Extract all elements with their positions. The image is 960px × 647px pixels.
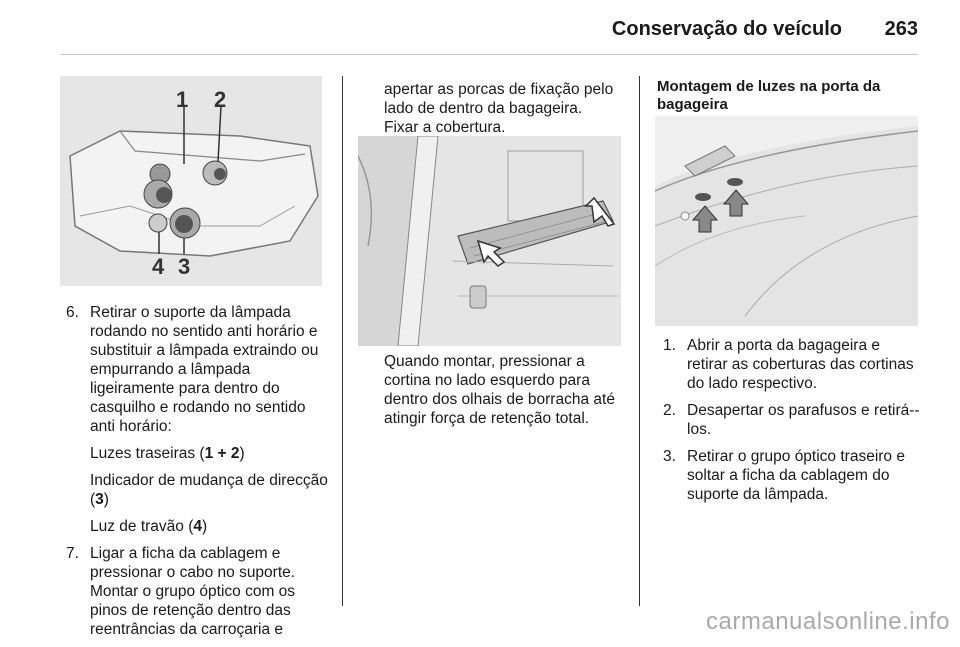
step-number: 1. bbox=[663, 337, 676, 354]
step-1 bbox=[663, 336, 920, 393]
step-text: Abrir a porta da bagageira e retirar as coberturas das cortinas do lado respectivo. bbox=[687, 337, 914, 392]
tail-lights-line: Luzes traseiras (1 + 2) bbox=[90, 445, 245, 462]
continuation-text bbox=[384, 80, 632, 137]
step-text: Retirar o suporte da lâmpada rodando no sentido anti horário e substituir a lâmpada extraindo ou empurrando a lâmpada ligeiramente para dentro do casquilho e rodando no sentido anti horário: bbox=[90, 304, 319, 435]
brake-light-line: Luz de travão (4) bbox=[90, 518, 208, 535]
watermark: carmanualsonline.info bbox=[706, 608, 950, 635]
page-number: 263 bbox=[884, 18, 918, 40]
header-rule bbox=[60, 54, 918, 55]
figure-tailgate-lights bbox=[655, 116, 918, 326]
step-text: Retirar o grupo óptico traseiro e soltar a ficha da cablagem do suporte da lâmpada. bbox=[687, 448, 905, 503]
figure-caption: Quando montar, pressionar a cortina no lado esquerdo para dentro dos olhais de borracha até atingir força de retenção total. bbox=[384, 353, 615, 427]
figure-label-1: 1 bbox=[176, 87, 189, 112]
figure-label-2: 2 bbox=[214, 87, 227, 112]
figure-label-4: 4 bbox=[152, 254, 165, 279]
step-number: 7. bbox=[66, 545, 79, 562]
step-text: Desapertar os parafusos e retirá--los. bbox=[687, 402, 920, 438]
step-text: Ligar a ficha da cablagem e pressionar o cabo no suporte. Montar o grupo óptico com os pinos de retenção dentro das reentrâncias da carroçaria e bbox=[90, 545, 296, 638]
steps-list-col3 bbox=[663, 336, 920, 512]
step-3 bbox=[663, 447, 920, 504]
continuation-paragraph: apertar as porcas de fixação pelo lado de dentro da bagageira. bbox=[384, 81, 614, 117]
column-separator-1 bbox=[342, 76, 343, 606]
step-6 bbox=[66, 303, 328, 536]
fix-cover-text: Fixar a cobertura. bbox=[384, 119, 506, 136]
column-separator-2 bbox=[639, 76, 640, 606]
figure-trunk-curtain bbox=[358, 136, 621, 346]
step-7 bbox=[66, 544, 328, 639]
step-number: 2. bbox=[663, 402, 676, 419]
step-number: 6. bbox=[66, 304, 79, 321]
steps-list-col1 bbox=[66, 303, 328, 647]
figure-label-3: 3 bbox=[178, 254, 191, 279]
step-number: 3. bbox=[663, 448, 676, 465]
figure-tail-light-bulbs bbox=[60, 76, 322, 286]
section-title: Montagem de luzes na porta da bagageira bbox=[657, 78, 881, 113]
indicator-line: Indicador de mudança de direcção (3) bbox=[90, 472, 328, 508]
step-2 bbox=[663, 401, 920, 439]
header-title: Conservação do veículo bbox=[611, 18, 842, 40]
